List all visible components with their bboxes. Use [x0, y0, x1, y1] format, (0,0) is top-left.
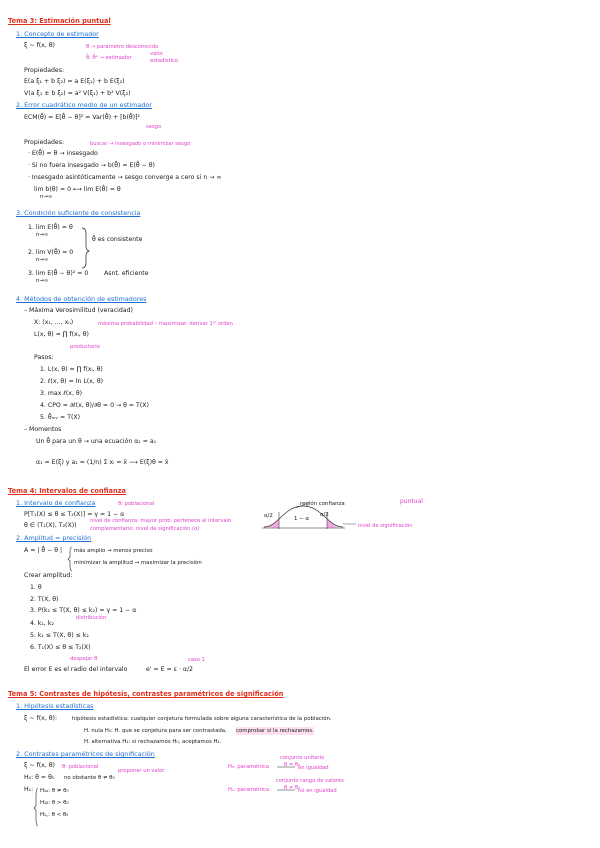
- t3-estim: ξ ~ f(x, θ): [24, 42, 55, 49]
- t3-c2: 2. lim V(θ̂) = 0: [28, 249, 74, 256]
- t5-h1: 1. Hipótesis estadísticas: [16, 702, 94, 710]
- t4-region: región confianza: [300, 501, 345, 507]
- t4-note-pob: θ: poblacional: [118, 501, 155, 507]
- t3-s2: 2. ℓ(x, θ) = ln L(x, θ): [40, 378, 104, 385]
- t3-b4-sub: n→∞: [40, 194, 53, 200]
- t3-c3: 3. lim E(θ̂ − θ)² = 0: [28, 270, 89, 277]
- t5-r2: H₁: paramétrica: [228, 787, 270, 793]
- t5-l1: ξ ~ f(x, θ):: [24, 715, 58, 722]
- t5-r1: H₀: paramétrica: [228, 764, 270, 770]
- t5-r1-note: conjunto unitario: [280, 755, 325, 761]
- t4-title: Tema 4: Intervalos de confianza: [8, 487, 126, 495]
- t4-note-nivel: nivel de confianza: mayor prob. pertenece al intervalo: [90, 518, 232, 524]
- t4-note-compl: complementario: nivel de significación (α): [90, 526, 200, 532]
- t3-b1: · E(θ̂) = θ → insesgado: [28, 150, 98, 157]
- t4-k4: 4. k₁, k₂: [30, 620, 54, 627]
- t4-h2: 2. Amplitud = precisión: [16, 534, 92, 542]
- t4-puntual: puntual: [400, 498, 423, 505]
- t3-note-estad: estadístico: [150, 58, 179, 64]
- t4-k1: 1. θ: [30, 584, 42, 591]
- t5-r1-value: θ = θ₀: [284, 762, 301, 768]
- t4-i1: P[T₁(X) ≤ θ ≤ T₂(X)] = γ = 1 − α: [24, 511, 125, 518]
- t3-note-estim: θ̂, θ̂ᵉ → estimador: [86, 55, 132, 61]
- t3-s5: 5. θ̂ₘᵥ = T(X): [40, 414, 81, 421]
- t3-h4: 4. Métodos de obtención de estimadores: [16, 295, 147, 303]
- t3-c3-sub: n→∞: [36, 278, 49, 284]
- t5-r2-value: θ ≠ θ₀: [284, 785, 301, 791]
- t4-k2: 2. T(X, θ): [30, 596, 59, 603]
- t5-m2b: no obstante θ ≠ θ₀: [64, 775, 115, 781]
- t3-prop2: V(a ξ₁ ± b ξ₂) = a² V(ξ₁) + b² V(ξ₂): [24, 90, 131, 97]
- t4-amp: A = | θ̂ − θ |: [24, 547, 63, 554]
- t3-mv-x: X: (x₁, ..., xₙ): [34, 319, 74, 326]
- t3-c1: 1. lim E(θ̂) = θ: [28, 224, 73, 231]
- t3-note-buscar: buscar → insesgado o minimizar sesgo: [90, 141, 191, 147]
- t3-b3: · Insesgado asintóticamente → sesgo converge a cero si n → ∞: [28, 174, 222, 181]
- t4-k5: 5. k₁ ≤ T(X, θ) ≤ k₂: [30, 632, 89, 639]
- t5-m5: H₁ᵦ: θ > θ₀: [40, 800, 69, 806]
- t3-c2-sub: n→∞: [36, 257, 49, 263]
- t3-title: Tema 3: Estimación puntual: [8, 17, 111, 25]
- t3-c3-note: Asnt. eficiente: [104, 270, 149, 277]
- t4-alpha-right: α/2: [320, 512, 329, 518]
- t4-h1: 1. Intervalo de confianza: [16, 499, 96, 507]
- t3-h2: 2. Error cuadrático medio de un estimador: [16, 101, 152, 109]
- t4-k6: 6. T₁(X) ≤ θ ≤ T₂(X): [30, 644, 91, 651]
- t4-k3-note: distribución: [76, 615, 107, 621]
- t3-h3: 3. Condición suficiente de consistencia: [16, 209, 141, 217]
- t5-h1a: H. alternativa H₁: si rechazamos H₀, aceptamos H₁.: [84, 739, 222, 745]
- t5-r1-eq: en igualdad: [298, 765, 329, 771]
- t4-note-signif: nivel de significación: [358, 523, 413, 529]
- t3-mom2: α₁ = E(ξ) y a₁ = (1/n) Σ xᵢ = x̄ ⟶ E(ξ)θ = x̄: [36, 459, 169, 466]
- t4-k3: 3. P(k₁ ≤ T(X, θ) ≤ k₂) = γ = 1 − α: [30, 607, 137, 614]
- t3-note-param: θ → parámetro desconocido: [86, 44, 159, 50]
- t3-note-sesgo: sesgo: [146, 124, 162, 130]
- t5-h0-highlight: comprobar si la rechazamos.: [236, 728, 314, 734]
- t3-s4: 4. CPO = ∂ℓ(x, θ)/∂θ = 0 → θ = T(X): [40, 402, 149, 409]
- t4-err-formula: e' = E = ε · α/2: [146, 666, 193, 673]
- amplitude-brace: [68, 547, 72, 571]
- t3-mom: – Momentos: [24, 426, 62, 433]
- t3-h1: 1. Concepto de estimador: [16, 30, 99, 38]
- t5-m1-note: θ: poblacional: [62, 764, 99, 770]
- t4-caso: caso 1: [188, 657, 205, 663]
- t4-amp2: minimizar la amplitud → maximizar la precisión: [74, 560, 202, 566]
- t5-l1b: hipótesis estadística: cualquier conjetura formulada sobre alguna característica de la población.: [72, 716, 332, 722]
- t3-b2: · Si no fuera insesgado → b(θ̂) = E(θ̂ − θ): [28, 162, 155, 169]
- t3-mv: – Máxima Verosimilitud (veracidad): [24, 307, 133, 314]
- t3-note-valor: valor: [150, 51, 163, 57]
- t4-amp1: más amplio → menos preciso: [74, 548, 153, 554]
- t3-s3: 3. max ℓ(x, θ): [40, 390, 83, 397]
- t5-m1-comment: proponer un valor: [118, 768, 165, 774]
- t3-b4: lim b(θ) = 0 ⟷ lim E(θ̂) = θ: [34, 186, 121, 193]
- t5-title: Tema 5: Contrastes de hipótesis, contrastes paramétricos de significación: [8, 690, 284, 698]
- t5-m3: H₁:: [24, 786, 34, 793]
- t4-i2: θ ∈ (T₁(X), T₂(X)): [24, 522, 77, 529]
- t3-mv-prod: productorio: [70, 344, 100, 350]
- t5-h2: 2. Contrastes paramétricos de significación: [16, 750, 155, 758]
- h1-brace: [34, 788, 38, 826]
- t5-r2-note: conjunto rango de valores: [276, 778, 344, 784]
- t4-one-minus-alpha: 1 − α: [294, 516, 309, 522]
- t5-h0: H. nula H₀: H. que se conjetura para ser contrastada,: [84, 728, 227, 734]
- t3-c-result: θ̂ es consistente: [92, 236, 143, 243]
- t3-s1: 1. L(x, θ) = ∏ f(xᵢ, θ): [40, 366, 103, 373]
- t5-m2: H₀: θ = θ₀: [24, 774, 55, 781]
- t3-props2: Propiedades:: [24, 139, 65, 146]
- consistency-brace: [82, 228, 89, 268]
- t4-err: El error E es el radio del intervalo: [24, 666, 128, 673]
- t3-mv-note: máxima probabilidad – maximizar: derivar 1ᵉʳ orden: [98, 321, 233, 327]
- t5-m4: H₁ₐ: θ ≠ θ₀: [40, 788, 69, 794]
- t5-m6: H₁꜀: θ < θ₀: [40, 812, 69, 818]
- t3-props: Propiedades:: [24, 67, 65, 74]
- t5-r2-eq: no en igualdad: [298, 788, 337, 794]
- t5-m1: ξ ~ f(x, θ): [24, 762, 55, 769]
- t3-c1-sub: n→∞: [36, 232, 49, 238]
- t3-mom1: Un θ̂ para un θ → una ecuación α₁ = a₁: [36, 438, 157, 445]
- t3-mv-l: L(x, θ) = ∏ f(xᵢ, θ): [34, 331, 89, 338]
- t4-crear: Crear amplitud:: [24, 572, 73, 579]
- t4-alpha-left: α/2: [264, 513, 273, 519]
- t3-pasos: Pasos:: [34, 354, 54, 361]
- t3-prop1: E(a ξ₁ + b ξ₂) = a E(ξ₁) + b E(ξ₂): [24, 78, 125, 85]
- t4-k6-note: despejar θ: [70, 656, 98, 662]
- t3-ecm: ECM(θ̂) = E[θ̂ − θ]² = Var(θ̂) + [b(θ̂)]²: [24, 114, 140, 121]
